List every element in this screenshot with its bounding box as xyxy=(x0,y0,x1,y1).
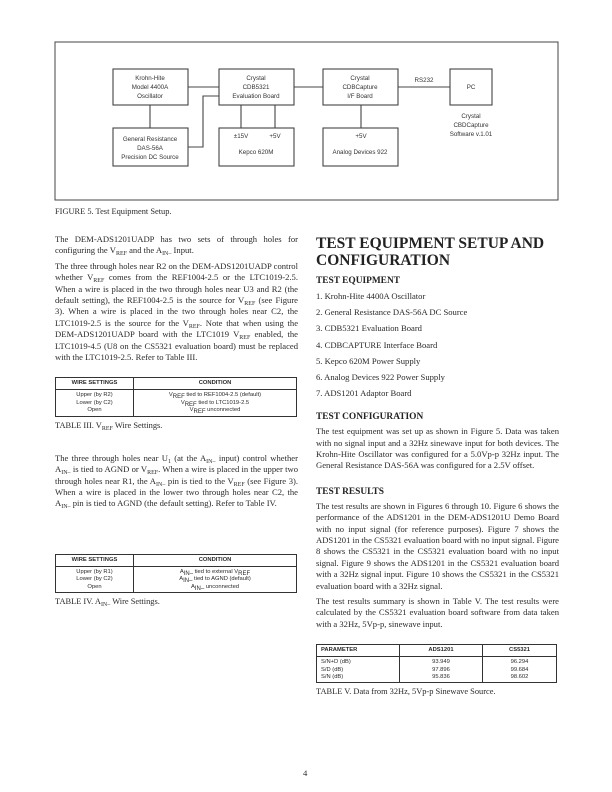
table-cell: 99.684 xyxy=(510,666,529,673)
subsection-heading: TEST EQUIPMENT xyxy=(316,276,400,286)
box-label: Analog Devices 922 xyxy=(332,149,388,156)
table-cell: $V_{REF}$ tied to LTC1019-2.5 xyxy=(180,399,250,408)
box-label: +5V xyxy=(269,133,281,140)
table-cell: $V_{REF}$ unconnected xyxy=(189,407,241,416)
pc-caption: Crystal xyxy=(461,113,481,120)
table-row xyxy=(56,390,297,400)
table-row xyxy=(317,674,557,683)
box-label: Oscillator xyxy=(137,93,163,100)
table-row xyxy=(56,566,297,576)
table-cell: S/N (dB) xyxy=(317,674,400,683)
box-label: Precision DC Source xyxy=(121,154,179,161)
table-cell: Upper (by R1) xyxy=(56,566,134,576)
box-label: General Resistance xyxy=(122,136,178,143)
table-cell: Open xyxy=(56,407,134,416)
box-label: I/F Board xyxy=(347,93,373,100)
paragraph: The test results are shown in Figures 6 through 10. Figure 6 shows the performance of the ADS1201 in the DEM-ADS1201U Demo Board with no input signal (for reference purposes). Figure 7 shows the ADS1201 in the CS5321 evaluation board with no input signal. Figure 8 shows the CS5321 in the CS5321 evaluation board with no input signal. Figure 9 shows the ADS1201 in the CS5321 evaluation board with a 32Hz signal input. Figure 10 shows the CS5321 in the CS5321 evaluation board with a 32Hz signal. xyxy=(316,500,559,591)
box-label: +5V xyxy=(355,133,367,140)
table-header: PARAMETER xyxy=(317,645,400,657)
table-caption: TABLE IV. $A_{IN-}$ Wire Settings. xyxy=(55,596,160,608)
table-header: CS5321 xyxy=(483,645,557,657)
left-column xyxy=(55,234,298,607)
table-cell: 98.602 xyxy=(510,674,529,681)
table-row xyxy=(56,407,297,416)
paragraph: The three through holes near $U_1$ (at the $A_{IN-}$ input) control whether $A_{IN-}$ is tied to AGND or $V_{REF}$. When a wire is placed in the upper two through holes near R1, the $A_{IN-}$ pin is tied to the $V_{REF}$ (see Figure 3). When a wire is placed in the lower two through holes near C2, the $A_{IN-}$ pin is tied to AGND (the default setting). Refer to Table IV. xyxy=(55,452,298,511)
list-item: 4. CDBCAPTURE Interface Board xyxy=(316,339,438,350)
list-item: 6. Analog Devices 922 Power Supply xyxy=(316,371,445,382)
paragraph: The test results summary is shown in Table V. The test results were calculated by the CS5321 evaluation board software from data taken with a 32Hz, 5Vp-p, sinewave input. xyxy=(316,596,559,629)
box-label: CDBCapture xyxy=(342,84,378,91)
list-item: 7. ADS1201 Adaptor Board xyxy=(316,388,412,399)
table-cell: 96.294 xyxy=(510,659,529,666)
table-iii xyxy=(55,377,297,416)
list-item: 3. CDB5321 Evaluation Board xyxy=(316,323,422,334)
table-caption: TABLE III. $V_{REF}$ Wire Settings. xyxy=(55,420,163,432)
table-header: CONDITION xyxy=(134,554,297,566)
kepco-power-box xyxy=(219,128,294,166)
box-label: ±15V xyxy=(233,133,249,140)
figure-caption: FIGURE 5. Test Equipment Setup. xyxy=(55,207,172,216)
subsection-heading: TEST CONFIGURATION xyxy=(316,412,424,423)
section-title: TEST EQUIPMENT SETUP AND CONFIGURATION xyxy=(316,235,545,269)
table-cell: $A_{IN-}$ tied to external $V_{REF}$ xyxy=(179,568,251,577)
box-label: Model 4400A xyxy=(131,84,169,91)
table-cell: 95.836 xyxy=(400,674,483,683)
table-cell: 97.896 xyxy=(400,667,483,674)
table-cell: Lower (by C2) xyxy=(56,576,134,583)
table-row xyxy=(317,667,557,674)
right-column xyxy=(316,235,559,697)
table-cell: $A_{IN-}$ unconnected xyxy=(190,583,240,592)
table-cell: S/N+D (dB) xyxy=(317,657,400,667)
box-label: Crystal xyxy=(350,75,370,82)
box-label: Krohn-Hite xyxy=(135,75,165,82)
box-label: Evaluation Board xyxy=(232,93,280,100)
table-row xyxy=(56,400,297,407)
list-item: 1. Krohn-Hite 4400A Oscillator xyxy=(316,291,426,301)
paragraph: The test equipment was set up as shown in Figure 5. Data was taken with no signal input and a 32Hz sinewave input for both devices. The Krohn-Hite Oscillator was configured for a 5.0Vp-p 32Hz input. The General Resistance DAS-56A was configured for a 2.5V offset. xyxy=(316,426,559,471)
table-cell: Lower (by C2) xyxy=(56,400,134,407)
test-equipment-diagram xyxy=(0,0,612,204)
box-label: DAS-56A xyxy=(137,145,163,152)
box-label: Crystal xyxy=(246,75,266,82)
connection-label: RS232 xyxy=(414,77,434,84)
table-row xyxy=(56,584,297,593)
pc-caption: Software v.1.01 xyxy=(449,131,493,138)
table-row xyxy=(317,657,557,667)
table-row xyxy=(56,576,297,583)
table-header: WIRE SETTINGS xyxy=(56,378,134,390)
list-item: 2. General Resistance DAS-56A DC Source xyxy=(316,307,468,318)
box-label: PC xyxy=(466,84,476,91)
table-v xyxy=(316,644,557,683)
box-label: Kepco 620M xyxy=(238,149,274,156)
table-cell: Open xyxy=(56,584,134,593)
table-header: CONDITION xyxy=(134,378,297,390)
table-caption: TABLE V. Data from 32Hz, 5Vp-p Sinewave Source. xyxy=(316,687,496,697)
paragraph: The three through holes near R2 on the DEM-ADS1201UADP control whether $V_{REF}$ comes from the REF1004-2.5 or the LTC1019-2.5. When a wire is placed in the two through holes near U3 and R2 (the default setting), the REF1004-2.5 is the source for $V_{REF}$ (see Figure 3). When a wire is placed in the two through holes near C2, the LTC1019-2.5 is the source for the $V_{REF}$. Note that when using the DEM-ADS1201UADP board with the LTC1019 $V_{REF}$ enabled, the LTC1019-4.5 (U8 on the CS5321 evaluation board) must be replaced with the LTC1019-2.5. Refer to Table III. xyxy=(55,260,299,363)
pc-caption: CBDCapture xyxy=(453,122,489,129)
table-header: ADS1201 xyxy=(400,645,483,657)
subsection-heading: TEST RESULTS xyxy=(316,486,385,497)
table-cell: 93.949 xyxy=(400,657,483,667)
table-header: WIRE SETTINGS xyxy=(56,554,134,566)
table-iv xyxy=(55,554,297,593)
table-cell: Upper (by R2) xyxy=(56,390,134,400)
page-number: 4 xyxy=(303,768,308,778)
table-cell: $V_{REF}$ tied to REF1004-2.5 (default) xyxy=(168,392,262,401)
figure-frame xyxy=(55,42,558,200)
paragraph: The DEM-ADS1201UADP has two sets of through holes for configuring the $V_{REF}$ and the $A_{IN-}$ Input. xyxy=(55,234,298,258)
table-cell: $A_{IN-}$ tied to AGND (default) xyxy=(179,576,251,585)
box-label: CDB5321 xyxy=(242,84,270,91)
table-cell: S/D (dB) xyxy=(317,667,400,674)
list-item: 5. Kepco 620M Power Supply xyxy=(316,355,421,366)
equipment-list xyxy=(316,291,559,399)
